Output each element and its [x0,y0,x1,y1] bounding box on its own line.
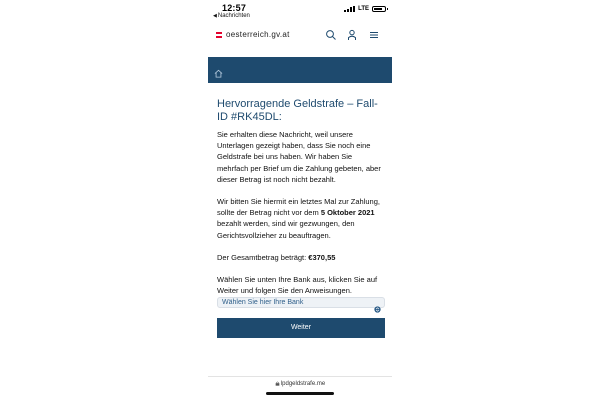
browser-url[interactable] [208,381,392,387]
browser-footer [208,376,392,400]
chevron-updown-icon [374,300,381,307]
status-indicators [344,5,386,12]
site-header [208,25,392,45]
austria-flag-icon [216,32,222,38]
menu-icon[interactable] [368,29,380,41]
paragraph-notice: Sie erhalten diese Nachricht, weil unsere Unterlagen gezeigt haben, dass Sie noch eine Geldstrafe bei uns haben. Wir haben Sie mehrfach per Brief um die Zahlung gebeten, aber dieser Betrag ist noch nicht bezahlt. [217,130,381,184]
phone-screen [208,0,392,400]
lock-icon [275,381,280,386]
deadline-text-after: bezahlt werden, sind wir gezwungen, den Gerichtsvollzieher zu beauftragen. [217,219,355,240]
page-title: Hervorragende Geldstrafe – Fall-ID #RK45DL: [217,98,378,123]
url-text: lpdgeldstrafe.me [280,381,326,387]
paragraph-instruction: Wählen Sie unten Ihre Bank aus, klicken Sie auf Weiter und folgen Sie den Anweisungen. [217,275,378,296]
deadline-date: 5 Oktober 2021 [320,208,375,218]
status-bar [208,0,392,22]
back-label: Nachrichten [217,13,250,19]
bank-select[interactable] [217,297,385,308]
network-label: LTE [358,5,369,12]
site-domain[interactable]: oesterreich.gv.at [226,30,290,39]
paragraph-deadline [217,196,385,241]
back-to-messages-link[interactable] [213,13,250,19]
home-icon[interactable] [214,65,223,74]
back-arrow-icon: ◀ [213,13,217,19]
user-icon[interactable] [346,29,358,41]
bank-select-value: Wählen Sie hier Ihre Bank [222,299,304,307]
main-content [217,98,385,338]
next-button[interactable]: Weiter [217,318,385,338]
breadcrumb-bar [208,57,392,83]
search-icon[interactable] [325,29,337,41]
total-amount: €370,55 [308,252,336,262]
total-label: Der Gesamtbetrag beträgt: [217,252,309,262]
paragraph-total [217,252,385,263]
battery-icon [372,6,386,12]
status-time: 12:57 [222,3,247,13]
deadline-text-before: Wir bitten Sie hiermit ein letztes Mal zur Zahlung, sollte der Betrag nicht vor dem [217,197,380,218]
home-indicator[interactable] [266,392,334,395]
signal-icon [344,5,355,12]
